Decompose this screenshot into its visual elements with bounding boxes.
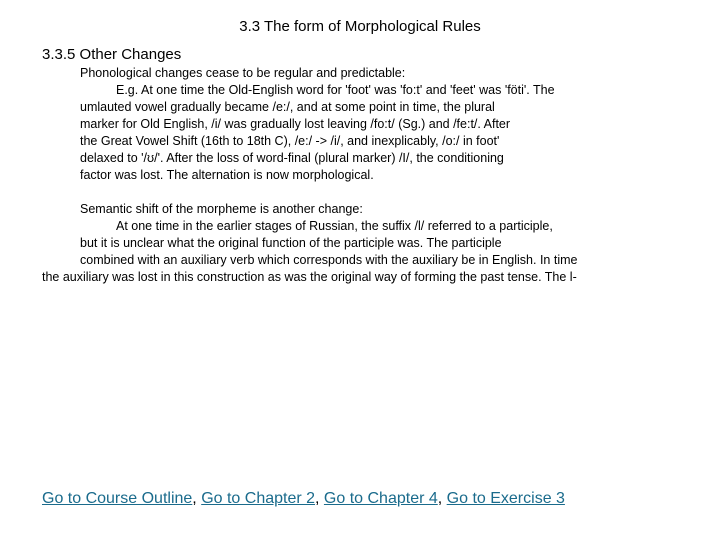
- text-line: combined with an auxiliary verb which corresponds with the auxiliary be in English. In time: [80, 253, 578, 267]
- exercise-3-link[interactable]: Go to Exercise 3: [446, 490, 565, 507]
- text-line: Semantic shift of the morpheme is another change:: [80, 202, 363, 216]
- link-separator: ,: [315, 490, 324, 507]
- text-line: delaxed to '/ʊ/'. After the loss of word-final (plural marker) /I/, the conditioning: [80, 151, 504, 165]
- text-line: marker for Old English, /i/ was gradually lost leaving /fo:t/ (Sg.) and /fe:t/. After: [80, 117, 511, 131]
- chapter-4-link[interactable]: Go to Chapter 4: [323, 490, 438, 507]
- text-line: the auxiliary was lost in this construction as was the original way of forming the past tense. The l-: [42, 270, 577, 284]
- text-line: factor was lost. The alternation is now morphological.: [80, 168, 374, 182]
- text-line: the Great Vowel Shift (16th to 18th C), /e:/ -> /i/, and inexplicably, /o:/ in foot': [80, 134, 500, 148]
- chapter-2-link[interactable]: Go to Chapter 2: [201, 490, 316, 507]
- text-line: Phonological changes cease to be regular and predictable:: [80, 66, 406, 80]
- link-separator: ,: [437, 490, 447, 507]
- navigation-links: [42, 490, 565, 508]
- text-line: but it is unclear what the original function of the participle was. The participle: [80, 236, 502, 250]
- text-line: At one time in the earlier stages of Russian, the suffix /l/ referred to a participle,: [116, 219, 553, 233]
- text-line: umlauted vowel gradually became /e:/, and at some point in time, the plural: [80, 100, 495, 114]
- text-line: E.g. At one time the Old-English word for 'foot' was 'fo:t' and 'feet' was 'föti'. The: [116, 83, 555, 97]
- section-heading: 3.3.5 Other Changes: [42, 46, 182, 63]
- link-separator: ,: [192, 490, 202, 507]
- page-title: 3.3 The form of Morphological Rules: [239, 18, 481, 35]
- course-outline-link[interactable]: Go to Course Outline: [42, 490, 193, 507]
